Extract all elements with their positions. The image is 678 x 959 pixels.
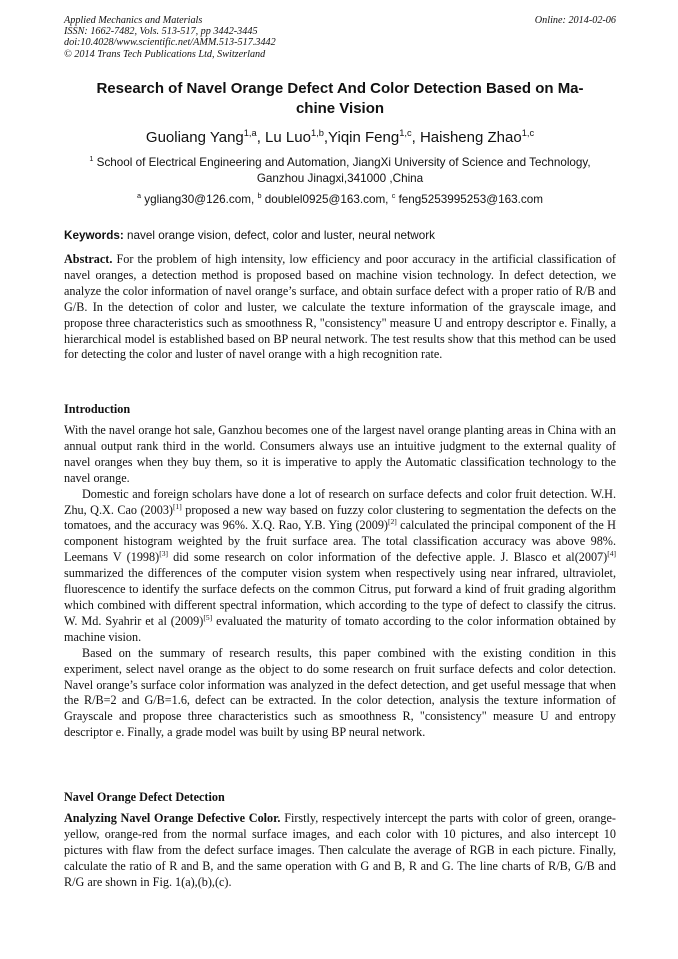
defect-section-body [64,811,616,891]
author-sup: 1,a [243,128,257,138]
journal-header [64,15,616,60]
author-sup: 1,c [399,128,412,138]
title-line-1: Research of Navel Orange Defect And Color Detection Based on Ma- [96,80,584,97]
defect-subheading: Analyzing Navel Orange Defective Color. [64,811,281,825]
online-date: Online: 2014-02-06 [534,15,616,26]
author-name: Yiqin Feng [328,129,400,146]
email-address[interactable]: feng5253995253@163.com [398,193,544,206]
introduction-heading: Introduction [64,402,131,416]
affiliation [64,155,616,187]
keywords [64,228,616,244]
intro-paragraph-2 [64,487,616,646]
affiliation-line-2: Ganzhou Jinagxi,341000 ,China [256,172,424,185]
keywords-text: navel orange vision, defect, color and luster, neural network [127,229,435,242]
abstract-label: Abstract. [64,252,113,266]
journal-name: Applied Mechanics and Materials [64,15,203,26]
defect-text: Firstly, respectively intercept the parts with color of green, orange-yellow, orange-red from the normal surface images, and each color with 10 pictures, and also intercept 10 pictures with flaw from the defect surface images. Then calculate the average of RGB in each picture. Finally, calculate the ratio of R and B, and the same operation with G and B, R and G. The line charts of R/B, G/B and R/G are shown in Fig. 1(a),(b),(c). [64,811,616,889]
citation-ref[interactable]: [2] [387,517,397,527]
email-address[interactable]: doublel0925@163.com, [264,193,389,206]
email-sup: b [257,191,262,201]
author-list: Guoliang Yang$^{1,a}$, Lu Luo$^{1,b}$,Yiqin Feng$^{1,c}$, Haisheng Zhao$^{1,c}$ [145,128,535,146]
author-name: Haisheng Zhao [419,129,522,146]
citation-ref[interactable]: [4] [607,549,617,559]
citation-ref[interactable]: [3] [159,549,168,559]
intro-paragraph-1: With the navel orange hot sale, Ganzhou becomes one of the largest navel orange planting areas in China with an annual output rank third in the world. Consumers always use an intuitive judgment to the external quality of navel oranges when they buy them, so it is imperative to apply the Automatic classification technology to the navel orange. [64,423,616,485]
author-name: Lu Luo [265,129,311,146]
copyright-line: © 2014 Trans Tech Publications Ltd, Switzerland [64,48,266,60]
author-name: Guoliang Yang [145,129,244,146]
text-run: proposed a new way based on fuzzy color clustering to segmentation the defects on the tomatoes, and the accuracy was 96%. X.Q. Rao, Y.B. Ying (2009) [64,502,617,533]
text-run: summarized the differences of the computer vision system when respectively using near infrared, ultraviolet, fluorescence to identify the surface defects on the common Citrus, put forward a kind of fruit grading algorithm which combined with different spectral information, which according to the type of defect to classify the citrus. W. Md. Syahrir et al (2009) [64,566,616,628]
doi-line[interactable]: doi:10.4028/www.scientific.net/AMM.513-517.3442 [64,37,276,49]
text-run: Domestic and foreign scholars have done a lot of research on surface defects and color fruit detection. W.H. Zhu, Q.X. Cao (2003) [64,486,616,517]
abstract [64,252,616,363]
text-run: calculated the principal component of the H component histogram weighted by the fruit surface area. The total classification accuracy was above 98%. Leemans V (1998) [64,518,616,565]
citation-ref[interactable]: [5] [203,612,213,622]
email-sup: a [136,191,142,201]
intro-paragraph-3: Based on the summary of research results, this paper combined with the existing condition in this experiment, select navel orange as the object to do some research on fruit surface defects and color detection. Navel orange’s surface color information was analyzed in the defect detection, and get useful message that when the R/B=2 and G/B=1.6, defect can be extracted. In the color detection, analysis the texture information of Grayscale and propose three characteristics such as smoothness R, "consistency" measure U and entropy descriptor e. Finally, a grade model was built by using BP neural network. [64,645,616,740]
issn-line: ISSN: 1662-7482, Vols. 513-517, pp 3442-3445 [64,26,258,38]
affiliation-line-1: School of Electrical Engineering and Automation, JiangXi University of Science and Technology, [96,156,591,169]
text-run: evaluated the maturity of tomato according to the color information obtained by machine vision. [64,613,616,644]
affiliation-sup: 1 [89,154,94,164]
introduction-body [64,423,616,741]
author-sup: 1,b [310,128,324,138]
citation-ref[interactable]: [1] [173,501,182,511]
email-list [64,192,616,208]
keywords-label: Keywords: [64,229,124,242]
text-run: did some research on color information of the defective apple. J. Blasco et al(2007) [168,550,608,565]
email-sup: c [391,191,396,201]
paper-title [64,79,616,118]
title-line-2: chine Vision [295,99,385,117]
defect-section-heading: Navel Orange Defect Detection [64,790,225,804]
abstract-text: For the problem of high intensity, low efficiency and poor accuracy in the artificial classification of navel oranges, a detection method is proposed based on machine vision technology. In defect detection, we analyze the color information of navel orange’s surface, and obtain surface defect with a proper ratio of R/B and G/B. In the detection of color and luster, we calculate the texture information of the grayscale image, and propose three characteristics such as smoothness R, "consistency" measure U and entropy descriptor e. Finally, a hierarchical model is established based on BP neural network. The test results show that this method can be used for detecting the color and luster of navel orange with a high recognition rate. [64,252,616,362]
email-address[interactable]: ygliang30@126.com, [144,193,255,206]
author-sup: 1,c [521,128,535,138]
